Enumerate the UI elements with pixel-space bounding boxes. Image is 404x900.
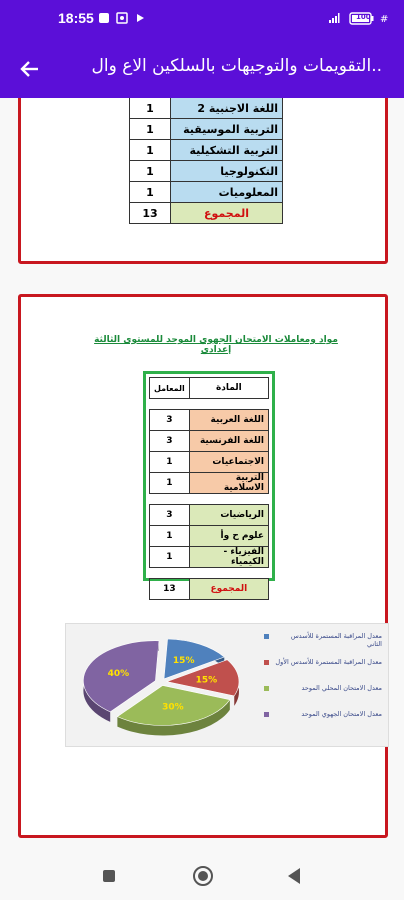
- coef-cell: 1: [150, 452, 190, 473]
- table-row: [150, 505, 269, 526]
- home-icon[interactable]: [192, 865, 214, 887]
- spacer-row: [150, 568, 269, 579]
- card-regional-exam: [18, 294, 388, 838]
- subject-cell: الاجتماعيات: [189, 452, 268, 473]
- coef-cell: 1: [150, 526, 190, 547]
- legend-item: [264, 658, 382, 684]
- legend-swatch: [264, 634, 269, 639]
- total-row: [130, 203, 283, 224]
- battery-level: 100: [356, 13, 371, 21]
- header-subject: المادة: [189, 378, 268, 399]
- subject-cell: اللغة الاجنبية 2: [171, 98, 283, 119]
- exam-table: [149, 377, 269, 600]
- back-nav-icon[interactable]: [286, 867, 302, 885]
- table-row: [130, 182, 283, 203]
- pie-label: 15%: [195, 675, 218, 686]
- table-row: [150, 526, 269, 547]
- legend-item: [264, 710, 382, 736]
- header-coef: المعامل: [150, 378, 190, 399]
- table-row: [130, 98, 283, 119]
- table-row: [130, 161, 283, 182]
- table-row: [150, 431, 269, 452]
- card-coefficients-upper: [18, 98, 388, 264]
- legend-label: معدل الامتحان المحلي الموحد: [301, 684, 382, 692]
- table-row: [150, 547, 269, 568]
- coef-cell: 3: [150, 505, 190, 526]
- table-row: [150, 473, 269, 494]
- subject-cell: التربية التشكيلية: [171, 140, 283, 161]
- pie-chart-svg: [66, 624, 266, 746]
- content-scroll-area[interactable]: [0, 98, 404, 840]
- table-row: [150, 452, 269, 473]
- subject-cell: التكنولوجيا: [171, 161, 283, 182]
- signal-icon: [328, 12, 340, 24]
- coef-cell: 1: [150, 473, 190, 494]
- recent-apps-icon[interactable]: [101, 868, 117, 884]
- subject-cell: الرياضيات: [189, 505, 268, 526]
- subject-cell: التربية الموسيقية: [171, 119, 283, 140]
- spacer-row: [150, 399, 269, 410]
- coef-cell: 3: [150, 431, 190, 452]
- coef-cell: 1: [130, 98, 171, 119]
- subject-cell: التربية الاسلامية: [189, 473, 268, 494]
- subject-cell: علوم ح وأ: [189, 526, 268, 547]
- total-row: [150, 579, 269, 600]
- play-icon: [134, 12, 146, 24]
- status-time: 18:55: [58, 10, 94, 26]
- exam-caption: مواد ومعاملات الامتحان الجهوي الموحد للمستوى الثالثة إعدادي: [94, 335, 338, 355]
- exam-table-frame: [143, 371, 275, 594]
- wifi-hash-icon: [378, 12, 390, 24]
- chart-legend: [264, 632, 382, 736]
- subject-cell: المعلوميات: [171, 182, 283, 203]
- legend-item: [264, 684, 382, 710]
- app-bar: [0, 40, 404, 98]
- coef-cell: 3: [150, 410, 190, 431]
- legend-item: [264, 632, 382, 658]
- table-row: [130, 140, 283, 161]
- subject-cell: اللغة الفرنسية: [189, 431, 268, 452]
- total-label: المجموع: [171, 203, 283, 224]
- legend-swatch: [264, 712, 269, 717]
- table-row: [150, 410, 269, 431]
- legend-label: معدل الامتحان الجهوي الموحد: [301, 710, 382, 718]
- coef-cell: 1: [130, 182, 171, 203]
- pie-label: 30%: [162, 702, 184, 713]
- total-value: 13: [150, 579, 190, 600]
- coef-cell: 1: [130, 161, 171, 182]
- svg-text:#: #: [380, 14, 389, 24]
- pie-label: 15%: [172, 655, 195, 666]
- back-arrow-icon[interactable]: [14, 54, 44, 84]
- subject-cell: اللغة العربية: [189, 410, 268, 431]
- spacer-row: [150, 494, 269, 505]
- status-bar: [0, 0, 404, 40]
- legend-label: معدل المراقبة المستمرة للأسدس الثاني: [290, 632, 382, 648]
- legend-swatch: [264, 686, 269, 691]
- navigation-bar: [0, 840, 404, 900]
- legend-swatch: [264, 660, 269, 665]
- table-header: [150, 378, 269, 399]
- table-row: [130, 119, 283, 140]
- coef-cell: 1: [130, 140, 171, 161]
- app-notification-icon: [116, 12, 128, 24]
- page-title: التقويمات والتوجيهات بالسلكين الاع وال..: [91, 56, 382, 76]
- coefficients-table-1: [129, 98, 283, 224]
- pie-label: 40%: [107, 668, 130, 679]
- coef-cell: 1: [150, 547, 190, 568]
- subject-cell: الفيزياء - الكيمياء: [189, 547, 268, 568]
- total-value: 13: [130, 203, 171, 224]
- legend-label: معدل المراقبة المستمرة للأسدس الأول: [275, 658, 382, 666]
- pie-chart: [65, 623, 389, 747]
- total-label: المجموع: [189, 579, 268, 600]
- coef-cell: 1: [130, 119, 171, 140]
- notification-icon: [98, 12, 110, 24]
